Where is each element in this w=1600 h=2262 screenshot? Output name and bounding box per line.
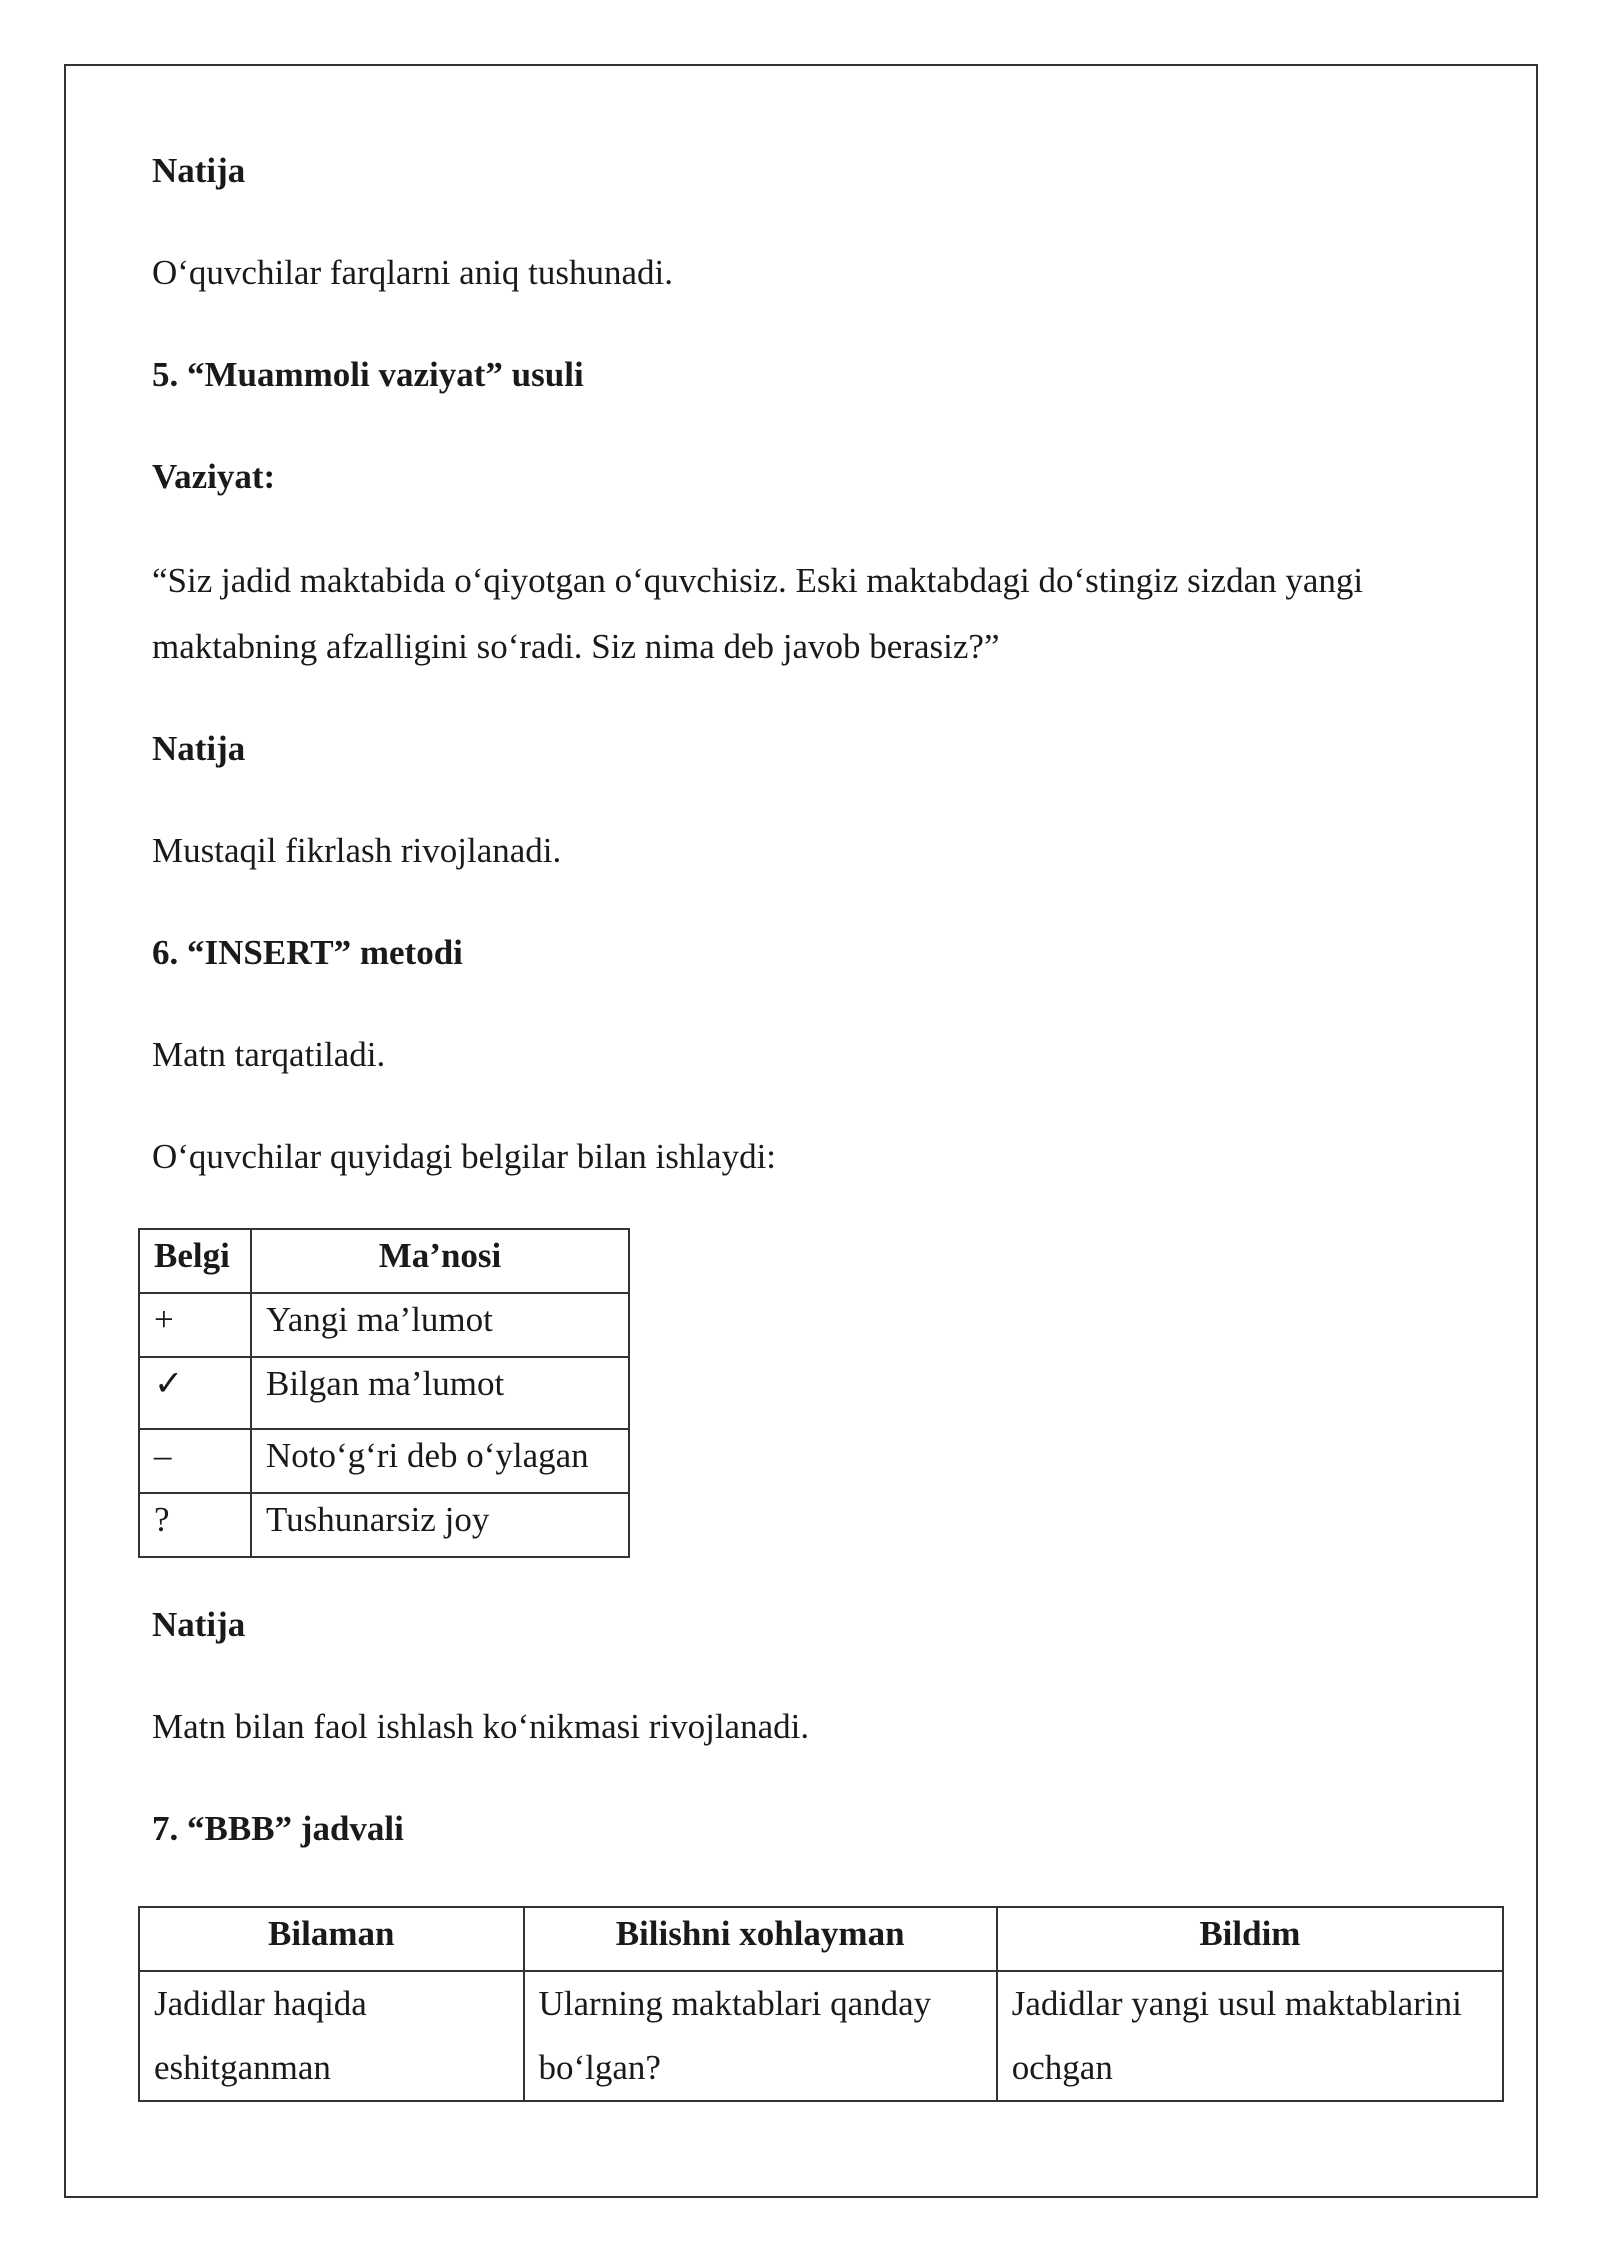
- table-row: [139, 1971, 1503, 2101]
- section-6-heading: 6. “INSERT” metodi: [152, 933, 463, 972]
- table-row: [139, 1493, 629, 1557]
- insert-meaning: Noto‘g‘ri deb o‘ylagan: [251, 1429, 629, 1493]
- insert-text-1: Matn tarqatiladi.: [152, 1035, 386, 1074]
- natija-heading-3: Natija: [152, 1605, 246, 1644]
- insert-symbol-check: ✓: [139, 1357, 251, 1429]
- insert-meaning: Tushunarsiz joy: [251, 1493, 629, 1557]
- vaziyat-text: “Siz jadid maktabida o‘qiyotgan o‘quvchisiz. Eski maktabdagi do‘stingiz sizdan yangi maktabning afzalligini so‘radi. Siz nima deb javob berasiz?”: [152, 561, 1364, 666]
- table-row: [139, 1429, 629, 1493]
- bbb-header-bildim: Bildim: [997, 1907, 1503, 1971]
- bbb-header-bilaman: Bilaman: [139, 1907, 524, 1971]
- section-7-heading: 7. “BBB” jadvali: [152, 1809, 404, 1848]
- natija-heading-2: Natija: [152, 729, 246, 768]
- insert-table-header-row: [139, 1229, 629, 1293]
- insert-meaning: Yangi ma’lumot: [251, 1293, 629, 1357]
- insert-symbol-question: ?: [139, 1493, 251, 1557]
- insert-header-belgi: Belgi: [139, 1229, 251, 1293]
- insert-symbol-dash: –: [139, 1429, 251, 1493]
- bbb-table: [138, 1906, 1504, 2102]
- bbb-table-header-row: [139, 1907, 1503, 1971]
- insert-table: [138, 1228, 630, 1558]
- table-row: [139, 1357, 629, 1429]
- natija-text-2: Mustaqil fikrlash rivojlanadi.: [152, 831, 562, 870]
- bbb-cell-bilaman: Jadidlar haqida eshitganman: [139, 1971, 524, 2101]
- vaziyat-heading: Vaziyat:: [152, 457, 276, 496]
- bbb-cell-bildim: Jadidlar yangi usul maktablarini ochgan: [997, 1971, 1503, 2101]
- insert-text-2: O‘quvchilar quyidagi belgilar bilan ishlaydi:: [152, 1137, 777, 1176]
- insert-symbol-plus: +: [139, 1293, 251, 1357]
- natija-text-1: O‘quvchilar farqlarni aniq tushunadi.: [152, 253, 673, 292]
- insert-meaning: Bilgan ma’lumot: [251, 1357, 629, 1429]
- document-content: [152, 150, 1492, 2102]
- natija-text-3: Matn bilan faol ishlash ko‘nikmasi rivojlanadi.: [152, 1707, 810, 1746]
- section-5-heading: 5. “Muammoli vaziyat” usuli: [152, 355, 584, 394]
- natija-heading-1: Natija: [152, 151, 246, 190]
- table-row: [139, 1293, 629, 1357]
- bbb-header-bilishni-xohlayman: Bilishni xohlayman: [524, 1907, 997, 1971]
- insert-header-manosi: Ma’nosi: [251, 1229, 629, 1293]
- bbb-cell-bilishni-xohlayman: Ularning maktablari qanday bo‘lgan?: [524, 1971, 997, 2101]
